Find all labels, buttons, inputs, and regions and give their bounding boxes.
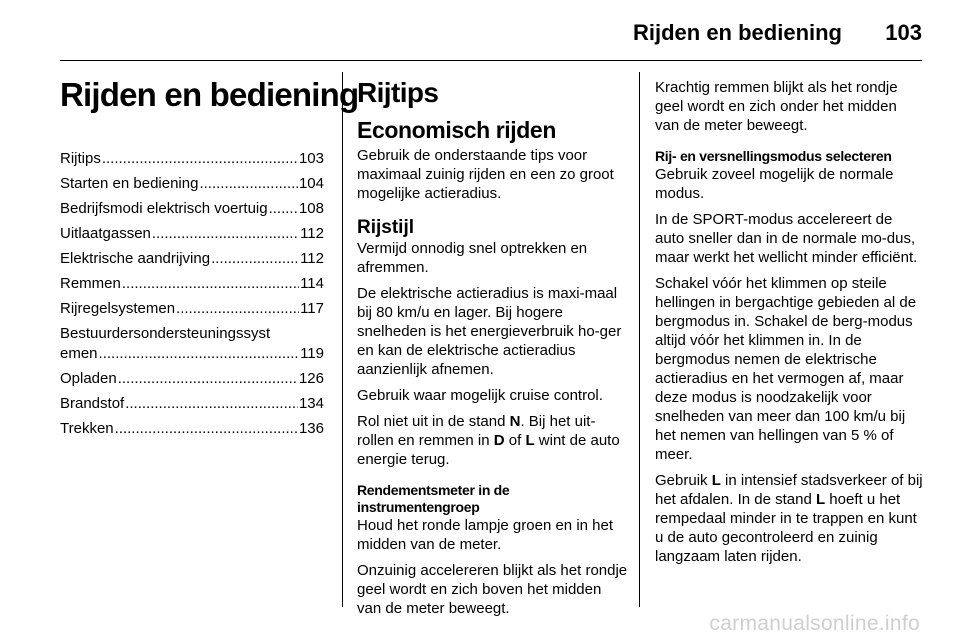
chapter-title: Rijden en bediening <box>60 76 359 113</box>
toc-entry[interactable] <box>60 199 324 219</box>
toc-leader <box>102 149 298 169</box>
paragraph: Gebruik zoveel mogelijk de normale modus. <box>655 166 894 202</box>
toc-page: 104 <box>298 175 324 192</box>
column-continued <box>655 78 925 566</box>
column-divider <box>342 72 343 607</box>
text-run: hoeft u het rempedaal minder in te trappen en kunt u de auto gecontroleerd en zuinig langzaam laten rijden. <box>655 491 917 565</box>
toc-entry[interactable] <box>60 299 324 319</box>
toc-leader <box>199 174 298 194</box>
paragraph-heading: Rendementsmeter in de instrumentengroep <box>357 482 510 515</box>
gear-label: L <box>815 491 826 508</box>
gear-label: L <box>711 472 721 489</box>
toc-label: Starten en bediening <box>60 175 199 192</box>
toc-page: 117 <box>300 300 324 317</box>
column-rijtips <box>357 76 629 618</box>
toc-label: Bestuurdersondersteuningssyst <box>60 325 271 342</box>
toc-entry[interactable] <box>60 369 324 389</box>
toc-page: 112 <box>300 250 324 267</box>
page-number: 103 <box>885 20 922 45</box>
toc-leader <box>211 249 299 269</box>
toc-leader <box>269 199 298 219</box>
paragraph: Houd het ronde lampje groen en in het midden van de meter. <box>357 517 614 553</box>
toc-entry[interactable] <box>60 419 324 439</box>
toc-page: 103 <box>298 150 324 167</box>
paragraph: Gebruik waar mogelijk cruise control. <box>357 387 603 404</box>
toc-entry[interactable] <box>60 249 324 269</box>
gear-label: N <box>509 413 521 430</box>
toc-leader <box>115 419 298 439</box>
watermark: carmanualsonline.info <box>709 612 920 635</box>
text-run: Gebruik <box>655 472 712 489</box>
toc-entry[interactable] <box>60 324 324 364</box>
toc-page: 112 <box>300 225 324 242</box>
paragraph: Krachtig remmen blijkt als het rondje geel wordt en zich onder het midden van de meter beweegt. <box>655 79 898 134</box>
paragraph: Vermijd onnodig snel optrekken en afremmen. <box>357 240 588 276</box>
paragraph: De elektrische actieradius is maxi-maal bij 80 km/u en lager. Bij hogere snelheden is het energieverbruik ho-ger en kan de elektrische actieradius aanzienlijk afnemen. <box>357 285 622 378</box>
toc-label: Brandstof <box>60 395 125 412</box>
toc-label: Rijregelsystemen <box>60 300 176 317</box>
text-run: wint de auto energie terug. <box>357 432 620 468</box>
toc-page: 119 <box>300 345 324 362</box>
toc-label: Bedrijfsmodi elektrisch voertuig <box>60 200 268 217</box>
toc-label: emen <box>60 345 98 362</box>
toc-entry[interactable] <box>60 394 324 414</box>
toc-leader <box>152 224 299 244</box>
paragraph <box>655 471 925 566</box>
paragraph <box>357 412 629 469</box>
toc-leader <box>99 344 300 364</box>
toc-page: 114 <box>300 275 324 292</box>
subsubsection-heading: Rijstijl <box>357 217 415 238</box>
gear-label: D <box>493 432 505 449</box>
paragraph: Schakel vóór het klimmen op steile hellingen in bergachtige gebieden al de bergmodus in. Schakel de berg-modus altijd vóór het klimmen in. In de bergmodus nemen de elektrische actieradius en het vermogen af, maar deze modus is noodzakelijk voor snelheden van meer dan 100 km/u bij het nemen van hellingen van 5 % of meer. <box>655 275 917 463</box>
toc-leader <box>125 394 298 414</box>
paragraph-heading: Rij- en versnellingsmodus selecteren <box>655 148 892 164</box>
paragraph: Onzuinig accelereren blijkt als het rondje geel wordt en zich boven het midden van de meter beweegt. <box>357 562 628 617</box>
toc-leader <box>176 299 299 319</box>
subsection-heading: Economisch rijden <box>357 117 556 143</box>
header-rule <box>60 60 922 61</box>
toc-label: Opladen <box>60 370 117 387</box>
table-of-contents <box>60 149 324 444</box>
section-heading: Rijtips <box>357 77 439 108</box>
toc-label: Elektrische aandrijving <box>60 250 211 267</box>
text-run: of <box>504 432 526 449</box>
toc-entry[interactable] <box>60 149 324 169</box>
paragraph: Gebruik de onderstaande tips voor maximaal zuinig rijden en een zo groot mogelijke actieradius. <box>357 147 614 202</box>
toc-entry[interactable] <box>60 174 324 194</box>
toc-page: 108 <box>298 200 324 217</box>
toc-entry[interactable] <box>60 224 324 244</box>
column-divider <box>639 72 640 607</box>
toc-page: 134 <box>298 395 324 412</box>
gear-label: L <box>525 432 535 449</box>
toc-label: Trekken <box>60 420 114 437</box>
toc-page: 126 <box>298 370 324 387</box>
toc-label: Uitlaatgassen <box>60 225 151 242</box>
text-run: in intensief stadsverkeer of bij het afdalen. In de stand <box>655 472 923 508</box>
toc-leader <box>118 369 298 389</box>
toc-label: Remmen <box>60 275 121 292</box>
text-run: . Bij het uit-rollen en remmen in <box>357 413 596 449</box>
text-run: Rol niet uit in de stand <box>357 413 510 430</box>
toc-leader <box>122 274 299 294</box>
toc-entry[interactable] <box>60 274 324 294</box>
paragraph: In de SPORT-modus accelereert de auto sneller dan in de normale mo-dus, maar werkt het wellicht minder efficiënt. <box>655 211 918 266</box>
toc-page: 136 <box>298 420 324 437</box>
toc-label: Rijtips <box>60 150 101 167</box>
page-header-title: Rijden en bediening <box>632 20 842 45</box>
